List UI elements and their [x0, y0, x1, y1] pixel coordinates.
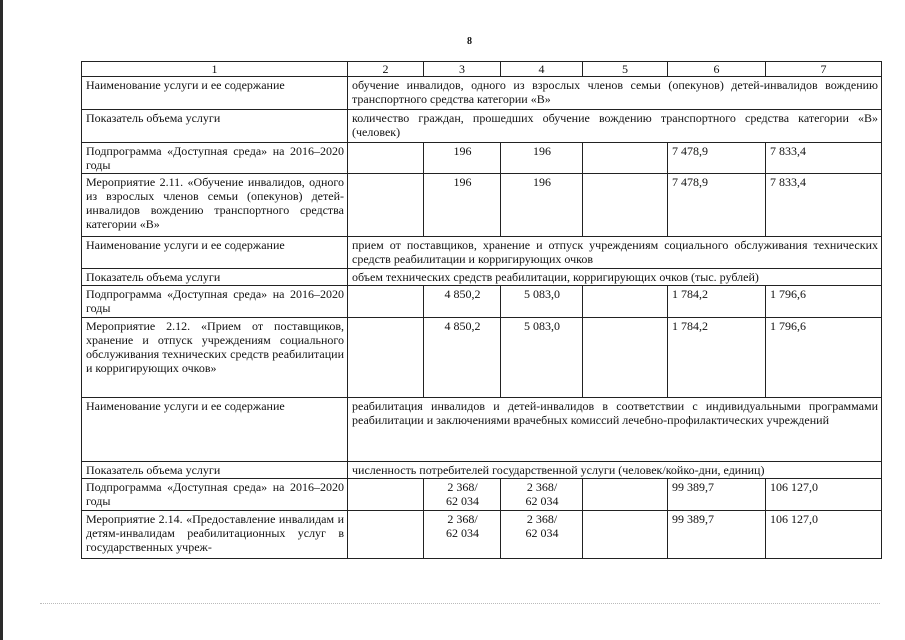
service-label: Наименование услуги и ее содержание	[82, 77, 348, 110]
service-row	[82, 77, 882, 110]
col-header: 1	[82, 62, 348, 77]
cell: 196	[501, 143, 583, 174]
table-row	[82, 143, 882, 174]
cell-line: 2 368/	[447, 512, 478, 526]
column-number-row	[82, 62, 882, 77]
cell: 5 083,0	[501, 318, 583, 398]
cell-line: 62 034	[525, 526, 559, 540]
cell-line: 62 034	[446, 526, 479, 540]
col-header: 3	[424, 62, 501, 77]
service-label: Наименование услуги и ее содержание	[82, 237, 348, 269]
budget-table	[81, 61, 882, 559]
table-row	[82, 174, 882, 237]
cell: 7 478,9	[668, 174, 766, 237]
cell-line: 2 368/	[526, 512, 558, 526]
cell	[348, 318, 424, 398]
indicator-row	[82, 269, 882, 286]
cell: 1 784,2	[668, 318, 766, 398]
cell: 4 850,2	[424, 318, 501, 398]
page-bottom-dots	[40, 603, 880, 605]
row-name: Подпрограмма «Доступная среда» на 2016–2020 годы	[82, 479, 348, 511]
cell	[501, 479, 583, 511]
col-header: 7	[766, 62, 882, 77]
row-name: Подпрограмма «Доступная среда» на 2016–2020 годы	[82, 143, 348, 174]
page-number: 8	[467, 36, 472, 47]
col-header: 2	[348, 62, 424, 77]
col-header: 5	[583, 62, 668, 77]
cell: 196	[424, 143, 501, 174]
cell	[501, 511, 583, 559]
cell: 99 389,7	[668, 511, 766, 559]
indicator-label: Показатель объема услуги	[82, 462, 348, 479]
cell: 1 784,2	[668, 286, 766, 318]
indicator-row	[82, 462, 882, 479]
cell	[583, 143, 668, 174]
indicator-label: Показатель объема услуги	[82, 269, 348, 286]
cell-line: 62 034	[525, 494, 559, 508]
cell: 106 127,0	[766, 511, 882, 559]
scan-edge	[0, 0, 3, 640]
cell-line: 2 368/	[447, 480, 478, 494]
cell	[583, 318, 668, 398]
cell: 7 478,9	[668, 143, 766, 174]
table-row	[82, 318, 882, 398]
cell	[348, 479, 424, 511]
indicator-text: объем технических средств реабилитации, корригирующих очков (тыс. рублей)	[348, 269, 882, 286]
service-row	[82, 237, 882, 269]
service-row	[82, 398, 882, 462]
indicator-text: численность потребителей государственной услуги (человек/койко-дни, единиц)	[348, 462, 882, 479]
cell	[348, 511, 424, 559]
cell: 4 850,2	[424, 286, 501, 318]
indicator-row	[82, 110, 882, 143]
cell	[348, 174, 424, 237]
cell: 196	[501, 174, 583, 237]
row-name: Мероприятие 2.11. «Обучение инвалидов, одного из взрослых членов семьи (опекунов) детей-инвалидов вождению транспортного средства категории «В»	[82, 174, 348, 237]
cell: 7 833,4	[766, 174, 882, 237]
cell	[583, 511, 668, 559]
cell	[424, 479, 501, 511]
cell	[583, 174, 668, 237]
service-text: прием от поставщиков, хранение и отпуск учреждениям социального обслуживания технических средств реабилитации и корригирующих очков	[348, 237, 882, 269]
service-text: обучение инвалидов, одного из взрослых членов семьи (опекунов) детей-инвалидов вождению транспортного средства категории «В»	[348, 77, 882, 110]
row-name: Подпрограмма «Доступная среда» на 2016–2020 годы	[82, 286, 348, 318]
cell: 1 796,6	[766, 286, 882, 318]
cell: 5 083,0	[501, 286, 583, 318]
cell: 7 833,4	[766, 143, 882, 174]
cell	[348, 286, 424, 318]
cell-line: 2 368/	[526, 480, 558, 494]
col-header: 4	[501, 62, 583, 77]
cell: 106 127,0	[766, 479, 882, 511]
cell: 1 796,6	[766, 318, 882, 398]
cell	[348, 143, 424, 174]
row-name: Мероприятие 2.14. «Предоставление инвалидам и детям-инвалидам реабилитационных услуг в государственных учреж-	[82, 511, 348, 559]
cell	[583, 286, 668, 318]
table-row	[82, 479, 882, 511]
indicator-label: Показатель объема услуги	[82, 110, 348, 143]
table-row	[82, 286, 882, 318]
service-text: реабилитация инвалидов и детей-инвалидов в соответствии с индивидуальными программами реабилитации и заключениями врачебных комиссий лечебно-профилактических учреждений	[348, 398, 882, 462]
table-row	[82, 511, 882, 559]
service-label: Наименование услуги и ее содержание	[82, 398, 348, 462]
col-header: 6	[668, 62, 766, 77]
cell	[424, 511, 501, 559]
cell: 196	[424, 174, 501, 237]
indicator-text: количество граждан, прошедших обучение вождению транспортного средства категории «В» (человек)	[348, 110, 882, 143]
cell	[583, 479, 668, 511]
row-name: Мероприятие 2.12. «Прием от поставщиков, хранение и отпуск учреждениям социального обслуживания технических средств реабилитации и корригирующих очков»	[82, 318, 348, 398]
cell: 99 389,7	[668, 479, 766, 511]
cell-line: 62 034	[446, 494, 479, 508]
